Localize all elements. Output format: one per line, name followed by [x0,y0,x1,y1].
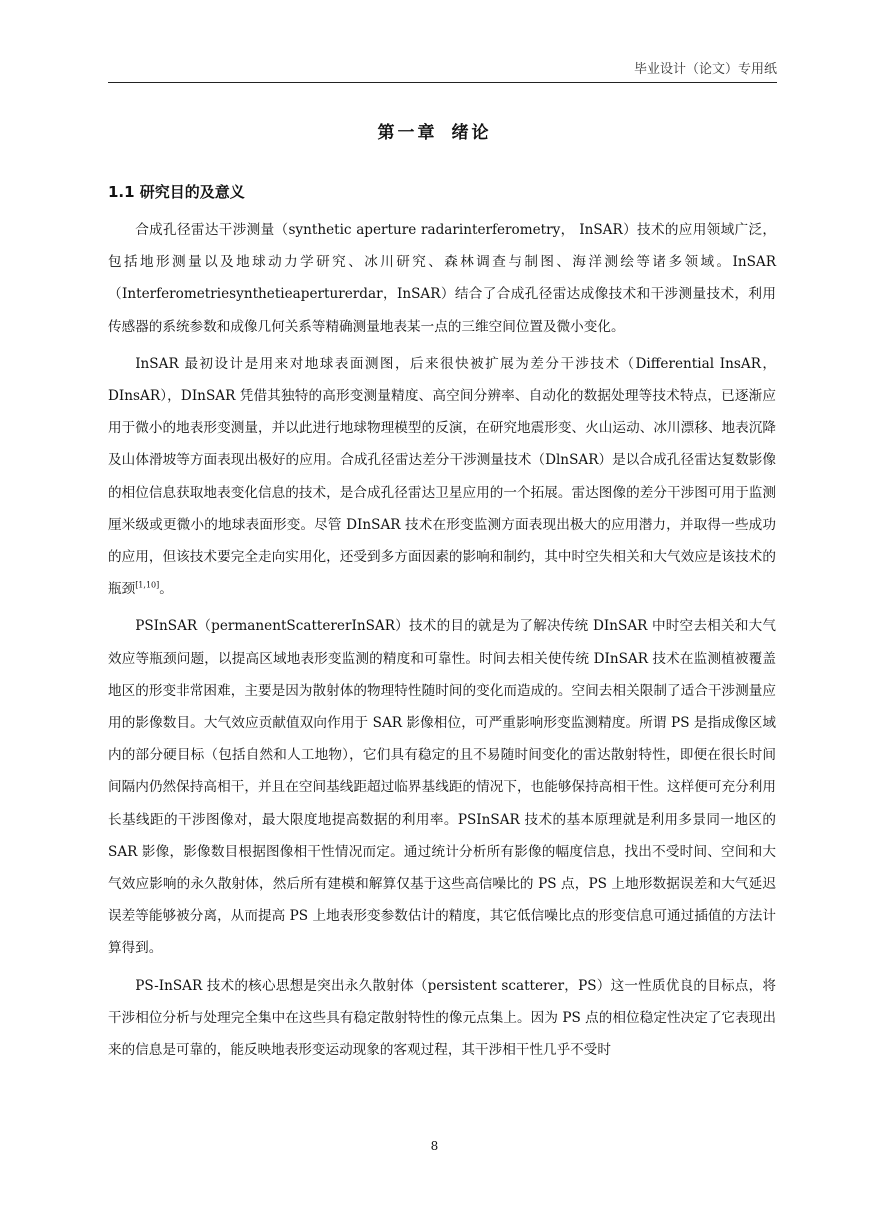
paragraph: 合成孔径雷达干涉测量（synthetic aperture radarinterferometry， InSAR）技术的应用领域广泛，包括地形测量以及地球动力学研究、冰川研究、森林调查与制图、海洋测绘等诸多领域。InSAR（Interferometriesynthetieaperturerdar，InSAR）结合了合成孔径雷达成像技术和干涉测量技术，利用传感器的系统参数和成像几何关系等精确测量地表某一点的三维空间位置及微小变化。 [108,222,776,335]
chapter-number: 第一章 [377,123,438,143]
chapter-title [0,118,869,143]
citation: [1,10] [135,580,160,590]
paragraph [108,348,776,606]
paragraph: PS-InSAR 技术的核心思想是突出永久散射体（persistent scatterer，PS）这一性质优良的目标点，将干涉相位分析与处理完全集中在这些具有稳定散射特性的像元点集上。因为 PS 点的相位稳定性决定了它表现出来的信息是可靠的，能反映地表形变运动现象的客观过程，其干涉相干性几乎不受时 [108,977,776,1059]
paragraph-end: 。 [159,581,173,598]
paragraph-text: InSAR 最初设计是用来对地球表面测图，后来很快被扩展为差分干涉技术（Differential InsAR，DInsAR），DInSAR 凭借其独特的高形变测量精度、高空间分辨率、自动化的数据处理等技术特点，已逐渐应用于微小的地表形变测量，并以此进行地球物理模型的反演，在研究地震形变、火山运动、冰川漂移、地表沉降及山体滑坡等方面表现出极好的应用。合成孔径雷达差分干涉测量技术（DlnSAR）是以合成孔径雷达复数影像的相位信息获取地表变化信息的技术，是合成孔径雷达卫星应用的一个拓展。雷达图像的差分干涉图可用于监测厘米级或更微小的地球表面形变。尽管 DInSAR 技术在形变监测方面表现出极大的应用潜力，并取得一些成功的应用，但该技术要完全走向实用化，还受到多方面因素的影响和制约，其中时空失相关和大气效应是该技术的瓶颈 [108,355,776,598]
page-header: 毕业设计（论文）专用纸 [108,60,777,83]
body-text [108,214,776,1066]
section-heading: 1.1 研究目的及意义 [108,183,245,201]
chapter-name: 绪论 [451,123,492,143]
page-number: 8 [430,1139,439,1153]
paragraph: PSInSAR（permanentScattererInSAR）技术的目的就是为了解决传统 DInSAR 中时空去相关和大气效应等瓶颈问题，以提高区域地表形变监测的精度和可靠性。时间去相关使传统 DInSAR 技术在监测植被覆盖地区的形变非常困难，主要是因为散射体的物理特性随时间的变化而造成的。空间去相关限制了适合干涉测量应用的影像数目。大气效应贡献值双向作用于 SAR 影像相位，可严重影响形变监测精度。所谓 PS 是指成像区域内的部分硬目标（包括自然和人工地物），它们具有稳定的且不易随时间变化的雷达散射特性，即便在很长时间间隔内仍然保持高相干，并且在空间基线距超过临界基线距的情况下，也能够保持高相干性。这样便可充分利用长基线距的干涉图像对，最大限度地提高数据的利用率。PSInSAR 技术的基本原理就是利用多景同一地区的 SAR 影像，影像数目根据图像相干性情况而定。通过统计分析所有影像的幅度信息，找出不受时间、空间和大气效应影响的永久散射体，然后所有建模和解算仅基于这些高信噪比的 PS 点，PS 上地形数据误差和大气延迟误差等能够被分离，从而提高 PS 上地表形变参数估计的精度，其它低信噪比点的形变信息可通过插值的方法计算得到。 [108,618,776,957]
